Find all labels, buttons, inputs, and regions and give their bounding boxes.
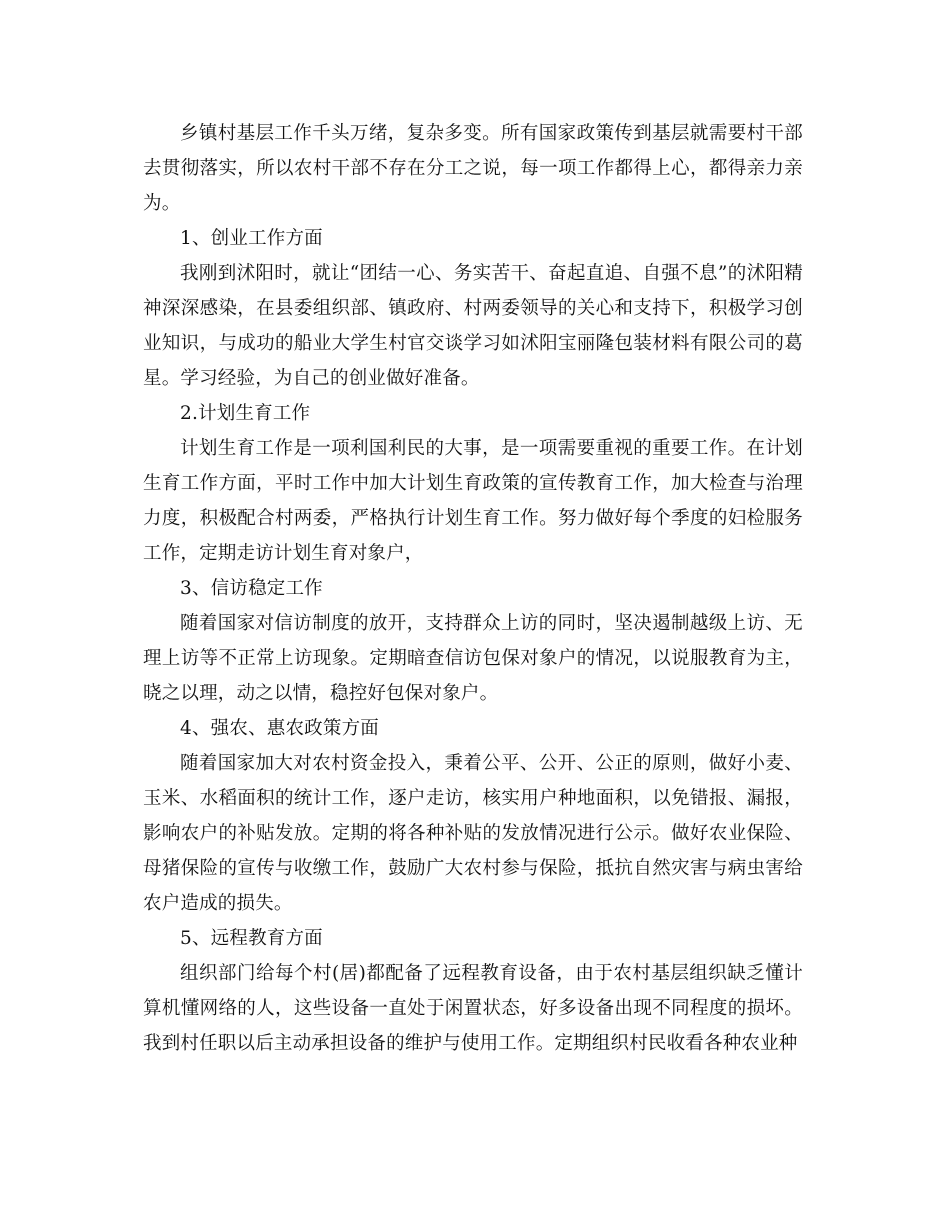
section-body-petition-stability: 随着国家对信访制度的放开，支持群众上访的同时，坚决遏制越级上访、无理上访等不正常上访现象。定期暗查信访包保对象户的情况，以说服教育为主，晓之以理，动之以情，稳控好包保对象户。	[143, 613, 803, 704]
section-heading-remote-education: 5、远程教育方面	[180, 928, 323, 949]
section-heading-entrepreneurship: 1、创业工作方面	[180, 228, 323, 249]
section-body-agri-policy: 随着国家加大对农村资金投入，秉着公平、公开、公正的原则，做好小麦、玉米、水稻面积的统计工作，逐户走访，核实用户种地面积，以免错报、漏报，影响农户的补贴发放。定期的将各种补贴的发放情况进行公示。做好农业保险、母猪保险的宣传与收缴工作，鼓励广大农村参与保险，抵抗自然灾害与病虫害给农户造成的损失。	[143, 753, 803, 914]
section-heading-petition-stability: 3、信访稳定工作	[180, 578, 323, 599]
section-heading-family-planning: 2.计划生育工作	[180, 403, 311, 424]
section-heading-agri-policy: 4、强农、惠农政策方面	[180, 718, 379, 739]
section-body-remote-education: 组织部门给每个村(居)都配备了远程教育设备，由于农村基层组织缺乏懂计算机懂网络的人，这些设备一直处于闲置状态，好多设备出现不同程度的损坏。我到村任职以后主动承担设备的维护与使用工作。定期组织村民收看各种农业种	[143, 963, 803, 1054]
intro-paragraph: 乡镇村基层工作千头万绪，复杂多变。所有国家政策传到基层就需要村干部去贯彻落实，所以农村干部不存在分工之说，每一项工作都得上心，都得亲力亲为。	[143, 123, 803, 214]
section-body-entrepreneurship: 我刚到沭阳时，就让“团结一心、务实苦干、奋起直追、自强不息”的沭阳精神深深感染，在县委组织部、镇政府、村两委领导的关心和支持下，积极学习创业知识，与成功的船业大学生村官交谈学习如沭阳宝丽隆包装材料有限公司的葛星。学习经验，为自己的创业做好准备。	[143, 263, 803, 389]
section-body-family-planning: 计划生育工作是一项利国利民的大事，是一项需要重视的重要工作。在计划生育工作方面，平时工作中加大计划生育政策的宣传教育工作，加大检查与治理力度，积极配合村两委，严格执行计划生育工作。努力做好每个季度的妇检服务工作，定期走访计划生育对象户，	[143, 438, 803, 564]
document-body	[143, 116, 803, 1061]
